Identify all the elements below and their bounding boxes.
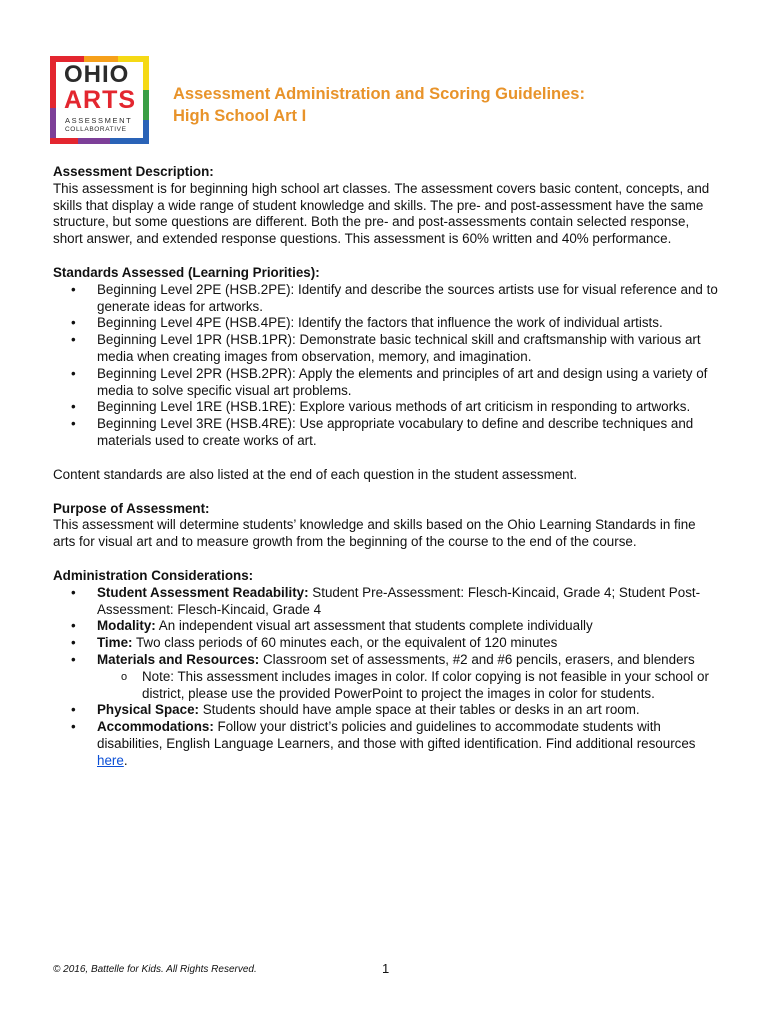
readability-label: Student Assessment Readability: [97, 584, 309, 600]
time-item [53, 635, 721, 652]
logo-collaborative-text: COLLABORATIVE [65, 126, 127, 133]
physical-space-item [53, 702, 721, 719]
readability-text: Student Pre-Assessment: Flesch-Kincaid, Grade 4; Student Post-Assessment: Flesch-Kincaid, Grade 4 [97, 584, 701, 617]
physical-space-label: Physical Space: [97, 702, 199, 718]
document-body [53, 164, 721, 770]
standards-heading: Standards Assessed (Learning Priorities): [53, 264, 320, 280]
logo-assessment-text: ASSESSMENT [65, 116, 133, 125]
physical-space-text: Students should have ample space at their tables or desks in an art room. [198, 702, 640, 718]
page-number: 1 [382, 961, 390, 976]
materials-sublist [97, 669, 721, 703]
accommodations-end: . [123, 752, 128, 768]
purpose-section [53, 501, 721, 551]
accommodations-item [53, 719, 721, 769]
materials-note: o Note: This assessment includes images in color. If color copying is not feasible in your school or district, please use the provided PowerPoint to project the images in color for students. [97, 669, 721, 703]
standard-item: • Beginning Level 1PR (HSB.1PR): Demonstrate basic technical skill and craftsmanship with various art media when creating images from observation, memory, and imagination. [53, 332, 721, 366]
standards-list [53, 282, 721, 450]
administration-section [53, 568, 721, 770]
modality-item [53, 618, 721, 635]
materials-text: Classroom set of assessments, #2 and #6 pencils, erasers, and blenders [259, 651, 695, 667]
standard-item: • Beginning Level 2PE (HSB.2PE): Identify and describe the sources artists use for visual reference and to generate ideas for artworks. [53, 282, 721, 316]
administration-heading: Administration Considerations: [53, 567, 254, 583]
standard-item: • Beginning Level 4PE (HSB.4PE): Identify the factors that influence the work of individual artists. [53, 315, 721, 332]
ohio-arts-logo [50, 56, 149, 144]
assessment-description-section [53, 164, 721, 248]
standard-item: • Beginning Level 3RE (HSB.4RE): Use appropriate vocabulary to define and describe techniques and materials used to create works of art. [53, 416, 721, 450]
materials-label: Materials and Resources: [97, 651, 260, 667]
title-line-2: High School Art I [173, 107, 307, 125]
document-title [173, 83, 585, 127]
description-text: This assessment is for beginning high school art classes. The assessment covers basic content, concepts, and skills that display a wide range of student knowledge and skills. The pre- and post-assessment have the same structure, but some questions are different. Both the pre- and post-assessments contain selected response, short answer, and extended response questions. This assessment is 60% written and 40% performance. [53, 180, 710, 247]
logo-ohio-text: OHIO [64, 61, 130, 88]
standard-item: • Beginning Level 1RE (HSB.1RE): Explore various methods of art criticism in responding to artworks. [53, 399, 721, 416]
purpose-text: This assessment will determine students’ knowledge and skills based on the Ohio Learning Standards in fine arts for visual art and to measure growth from the beginning of the course to the end of the course. [53, 517, 696, 550]
modality-text: An independent visual art assessment that students complete individually [155, 618, 593, 634]
time-label: Time: [97, 635, 133, 651]
time-text: Two class periods of 60 minutes each, or the equivalent of 120 minutes [132, 635, 558, 651]
resources-here-link[interactable]: here [97, 752, 124, 768]
description-heading: Assessment Description: [53, 164, 214, 179]
footer-copyright: © 2016, Battelle for Kids. All Rights Reserved. [53, 964, 257, 975]
modality-label: Modality: [97, 618, 156, 634]
accommodations-label: Accommodations: [97, 719, 214, 735]
title-line-1: Assessment Administration and Scoring Guidelines: [173, 85, 585, 103]
readability-item [53, 585, 721, 619]
purpose-heading: Purpose of Assessment: [53, 500, 210, 516]
logo-arts-text: ARTS [64, 86, 137, 114]
administration-list [53, 585, 721, 770]
accommodations-text: Follow your district’s policies and guidelines to accommodate students with disabilities, English Language Learners, and those with gifted identification. Find additional resources [97, 719, 696, 751]
standards-note: Content standards are also listed at the end of each question in the student assessment. [53, 466, 578, 482]
standard-item: • Beginning Level 2PR (HSB.2PR): Apply the elements and principles of art and design using a variety of media to solve specific visual art problems. [53, 366, 721, 400]
materials-item [53, 652, 721, 702]
standards-section [53, 265, 721, 450]
